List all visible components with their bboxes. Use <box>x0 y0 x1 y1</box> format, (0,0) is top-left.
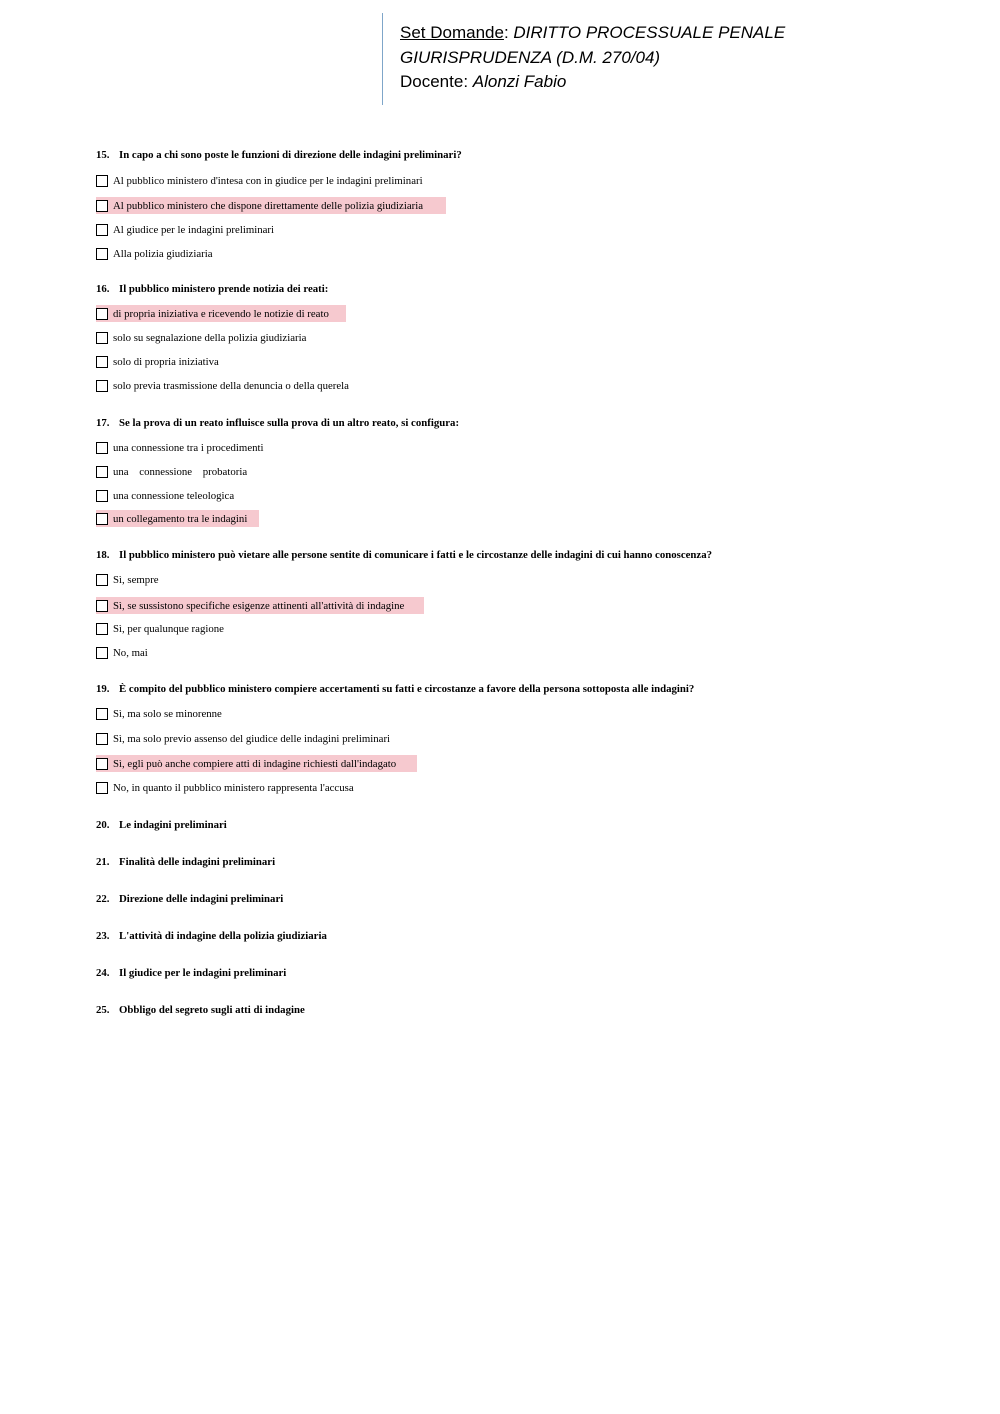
answer-option[interactable] <box>96 463 247 480</box>
answer-option[interactable] <box>96 571 159 588</box>
checkbox[interactable] <box>96 782 108 794</box>
teacher-label: Docente: <box>400 72 473 91</box>
question-number: 21. <box>96 856 110 868</box>
question-heading <box>96 417 459 429</box>
answer-option-correct[interactable] <box>96 305 329 322</box>
question-heading <box>96 683 694 695</box>
question-heading <box>96 149 462 161</box>
answer-option[interactable] <box>96 439 264 456</box>
question-number: 15. <box>96 149 110 161</box>
question-text: Se la prova di un reato influisce sulla prova di un altro reato, si configura: <box>119 417 460 429</box>
question-text: Il pubblico ministero può vietare alle persone sentite di comunicare i fatti e le circostanze delle indagini di cui hanno conoscenza? <box>119 549 713 561</box>
answer-option[interactable] <box>96 172 423 189</box>
answer-option[interactable] <box>96 329 306 346</box>
answer-text: solo previa trasmissione della denuncia o della querela <box>113 379 349 392</box>
question-text: Il pubblico ministero prende notizia dei reati: <box>119 283 329 295</box>
set-label: Set Domande <box>400 23 504 42</box>
document-header <box>382 13 942 105</box>
answer-text: No, in quanto il pubblico ministero rappresenta l'accusa <box>113 781 354 794</box>
question-number: 23. <box>96 930 110 942</box>
checkbox[interactable] <box>96 308 108 320</box>
answer-option-correct[interactable] <box>96 197 423 214</box>
question-heading <box>96 893 283 905</box>
question-heading <box>96 1004 305 1016</box>
answer-text: Alla polizia giudiziaria <box>113 247 213 260</box>
question-number: 24. <box>96 967 110 979</box>
answer-text: Sì, se sussistono specifiche esigenze attinenti all'attività di indagine <box>113 599 405 612</box>
answer-text: solo su segnalazione della polizia giudiziaria <box>113 331 307 344</box>
answer-option[interactable] <box>96 487 234 504</box>
answer-text: una connessione probatoria <box>113 465 248 478</box>
question-text: Il giudice per le indagini preliminari <box>119 967 287 979</box>
answer-option[interactable] <box>96 221 274 238</box>
question-heading <box>96 856 275 868</box>
question-text: È compito del pubblico ministero compiere accertamenti su fatti e circostanze a favore della persona sottoposta alle indagini? <box>119 683 695 695</box>
answer-option[interactable] <box>96 779 354 796</box>
checkbox[interactable] <box>96 647 108 659</box>
answer-text: No, mai <box>113 646 148 659</box>
answer-option-correct[interactable] <box>96 510 247 527</box>
set-title-line <box>400 21 942 46</box>
checkbox[interactable] <box>96 248 108 260</box>
question-heading <box>96 549 712 561</box>
checkbox[interactable] <box>96 380 108 392</box>
question-number: 22. <box>96 893 110 905</box>
question-text: L'attività di indagine della polizia giudiziaria <box>119 930 327 942</box>
answer-text: una connessione teleologica <box>113 489 235 502</box>
answer-text: Sì, ma solo previo assenso del giudice delle indagini preliminari <box>113 732 391 745</box>
answer-option[interactable] <box>96 377 349 394</box>
answer-text: una connessione tra i procedimenti <box>113 441 264 454</box>
checkbox[interactable] <box>96 600 108 612</box>
answer-text: Sì, sempre <box>113 573 159 586</box>
answer-text: Sì, per qualunque ragione <box>113 622 224 635</box>
checkbox[interactable] <box>96 175 108 187</box>
question-text: Finalità delle indagini preliminari <box>119 856 276 868</box>
course-name-line1: DIRITTO PROCESSUALE PENALE <box>513 23 786 42</box>
question-number: 18. <box>96 549 110 561</box>
answer-option[interactable] <box>96 730 390 747</box>
checkbox[interactable] <box>96 224 108 236</box>
checkbox[interactable] <box>96 442 108 454</box>
question-text: Direzione delle indagini preliminari <box>119 893 284 905</box>
checkbox[interactable] <box>96 332 108 344</box>
question-text: In capo a chi sono poste le funzioni di direzione delle indagini preliminari? <box>119 149 462 161</box>
course-name-line2: GIURISPRUDENZA (D.M. 270/04) <box>400 47 661 67</box>
answer-text: Al giudice per le indagini preliminari <box>113 223 275 236</box>
set-colon: : <box>503 23 514 42</box>
question-text: Obbligo del segreto sugli atti di indagine <box>119 1004 305 1016</box>
checkbox[interactable] <box>96 708 108 720</box>
question-number: 19. <box>96 683 110 695</box>
question-number: 25. <box>96 1004 110 1016</box>
checkbox[interactable] <box>96 623 108 635</box>
question-heading <box>96 967 286 979</box>
checkbox[interactable] <box>96 200 108 212</box>
checkbox[interactable] <box>96 490 108 502</box>
answer-option-correct[interactable] <box>96 597 404 614</box>
question-text: Le indagini preliminari <box>119 819 227 831</box>
question-number: 16. <box>96 283 110 295</box>
answer-option-correct[interactable] <box>96 755 396 772</box>
checkbox[interactable] <box>96 733 108 745</box>
checkbox[interactable] <box>96 758 108 770</box>
answer-option[interactable] <box>96 705 222 722</box>
checkbox[interactable] <box>96 513 108 525</box>
checkbox[interactable] <box>96 356 108 368</box>
answer-text: solo di propria iniziativa <box>113 355 219 368</box>
answer-text: Al pubblico ministero che dispone direttamente delle polizia giudiziaria <box>113 199 424 212</box>
checkbox[interactable] <box>96 574 108 586</box>
answer-option[interactable] <box>96 353 219 370</box>
answer-text: Sì, egli può anche compiere atti di indagine richiesti dall'indagato <box>113 757 397 770</box>
question-heading <box>96 283 328 295</box>
answer-option[interactable] <box>96 620 224 637</box>
answer-option[interactable] <box>96 245 213 262</box>
teacher-line <box>400 70 942 95</box>
answer-text: un collegamento tra le indagini <box>113 512 248 525</box>
question-number: 20. <box>96 819 110 831</box>
teacher-name: Alonzi Fabio <box>472 72 567 91</box>
question-heading <box>96 930 327 942</box>
answer-text: Sì, ma solo se minorenne <box>113 707 222 720</box>
answer-option[interactable] <box>96 644 148 661</box>
checkbox[interactable] <box>96 466 108 478</box>
question-number: 17. <box>96 417 110 429</box>
question-heading <box>96 819 227 831</box>
answer-text: di propria iniziativa e ricevendo le notizie di reato <box>113 307 329 320</box>
answer-text: Al pubblico ministero d'intesa con in giudice per le indagini preliminari <box>113 174 423 187</box>
